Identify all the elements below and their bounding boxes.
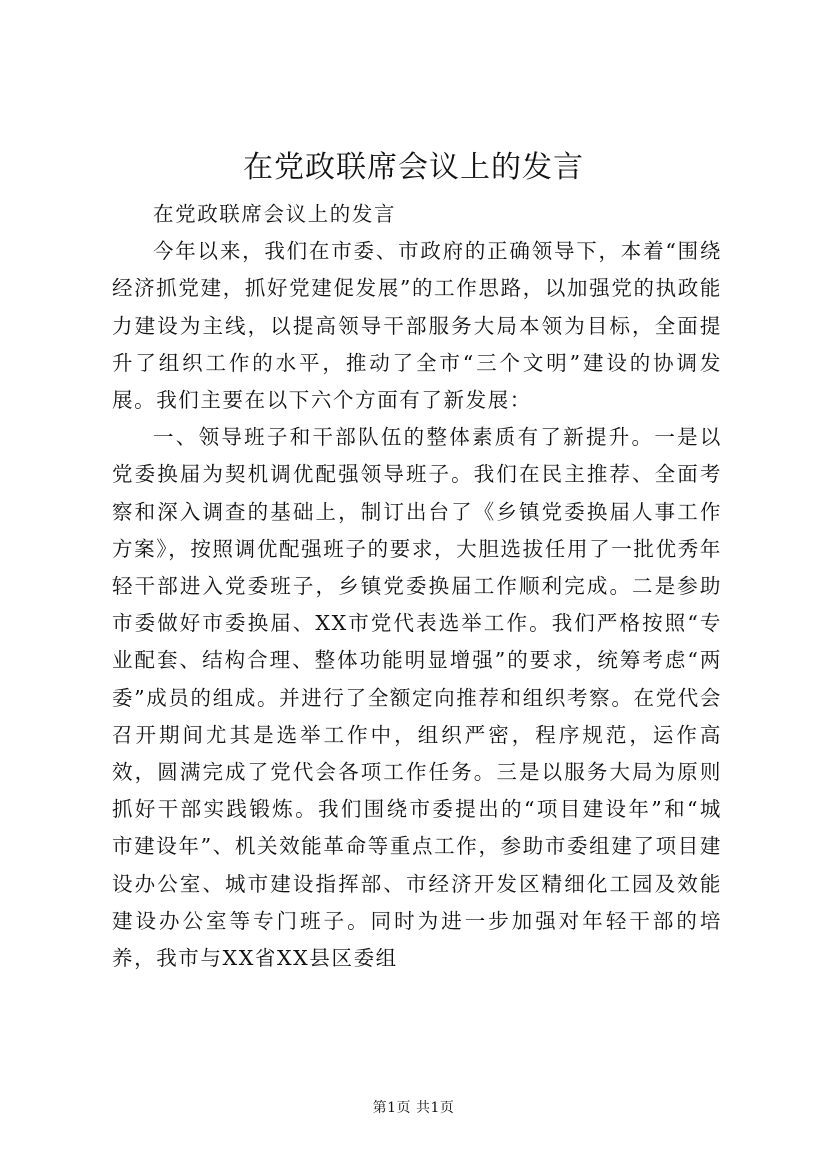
- section-one-paragraph: 一、领导班子和干部队伍的整体素质有了新提升。一是以党委换届为契机调优配强领导班子。我们在民主推荐、全面考察和深入调查的基础上，制订出台了《乡镇党委换届人事工作方案》，按照调优配强班子的要求，大胆选拔任用了一批优秀年轻干部进入党委班子，乡镇党委换届工作顺利完成。二是参助市委做好市委换届、XX市党代表选举工作。我们严格按照“专业配套、结构合理、整体功能明显增强”的要求，统筹考虑“两委”成员的组成。并进行了全额定向推荐和组织考察。在党代会召开期间尤其是选举工作中，组织严密，程序规范，运作高效，圆满完成了党代会各项工作任务。三是以服务大局为原则抓好干部实践锻炼。我们围绕市委提出的“项目建设年”和“城市建设年”、机关效能革命等重点工作，参助市委组建了项目建设办公室、城市建设指挥部、市经济开发区精细化工园及效能建设办公室等专门班子。同时为进一步加强对年轻干部的培养，我市与XX省XX县区委组: [112, 425, 722, 971]
- document-body: [112, 196, 722, 977]
- subtitle-paragraph: 在党政联席会议上的发言: [153, 202, 397, 226]
- document-title: 在党政联席会议上的发言: [243, 150, 584, 185]
- intro-paragraph: 今年以来，我们在市委、市政府的正确领导下，本着“围绕经济抓党建，抓好党建促发展”的工作思路，以加强党的执政能力建设为主线，以提高领导干部服务大局本领为目标，全面提升了组织工作的水平，推动了全市“三个文明”建设的协调发展。我们主要在以下六个方面有了新发展：: [112, 239, 722, 413]
- page-footer: 第1页 共1页: [372, 1100, 455, 1116]
